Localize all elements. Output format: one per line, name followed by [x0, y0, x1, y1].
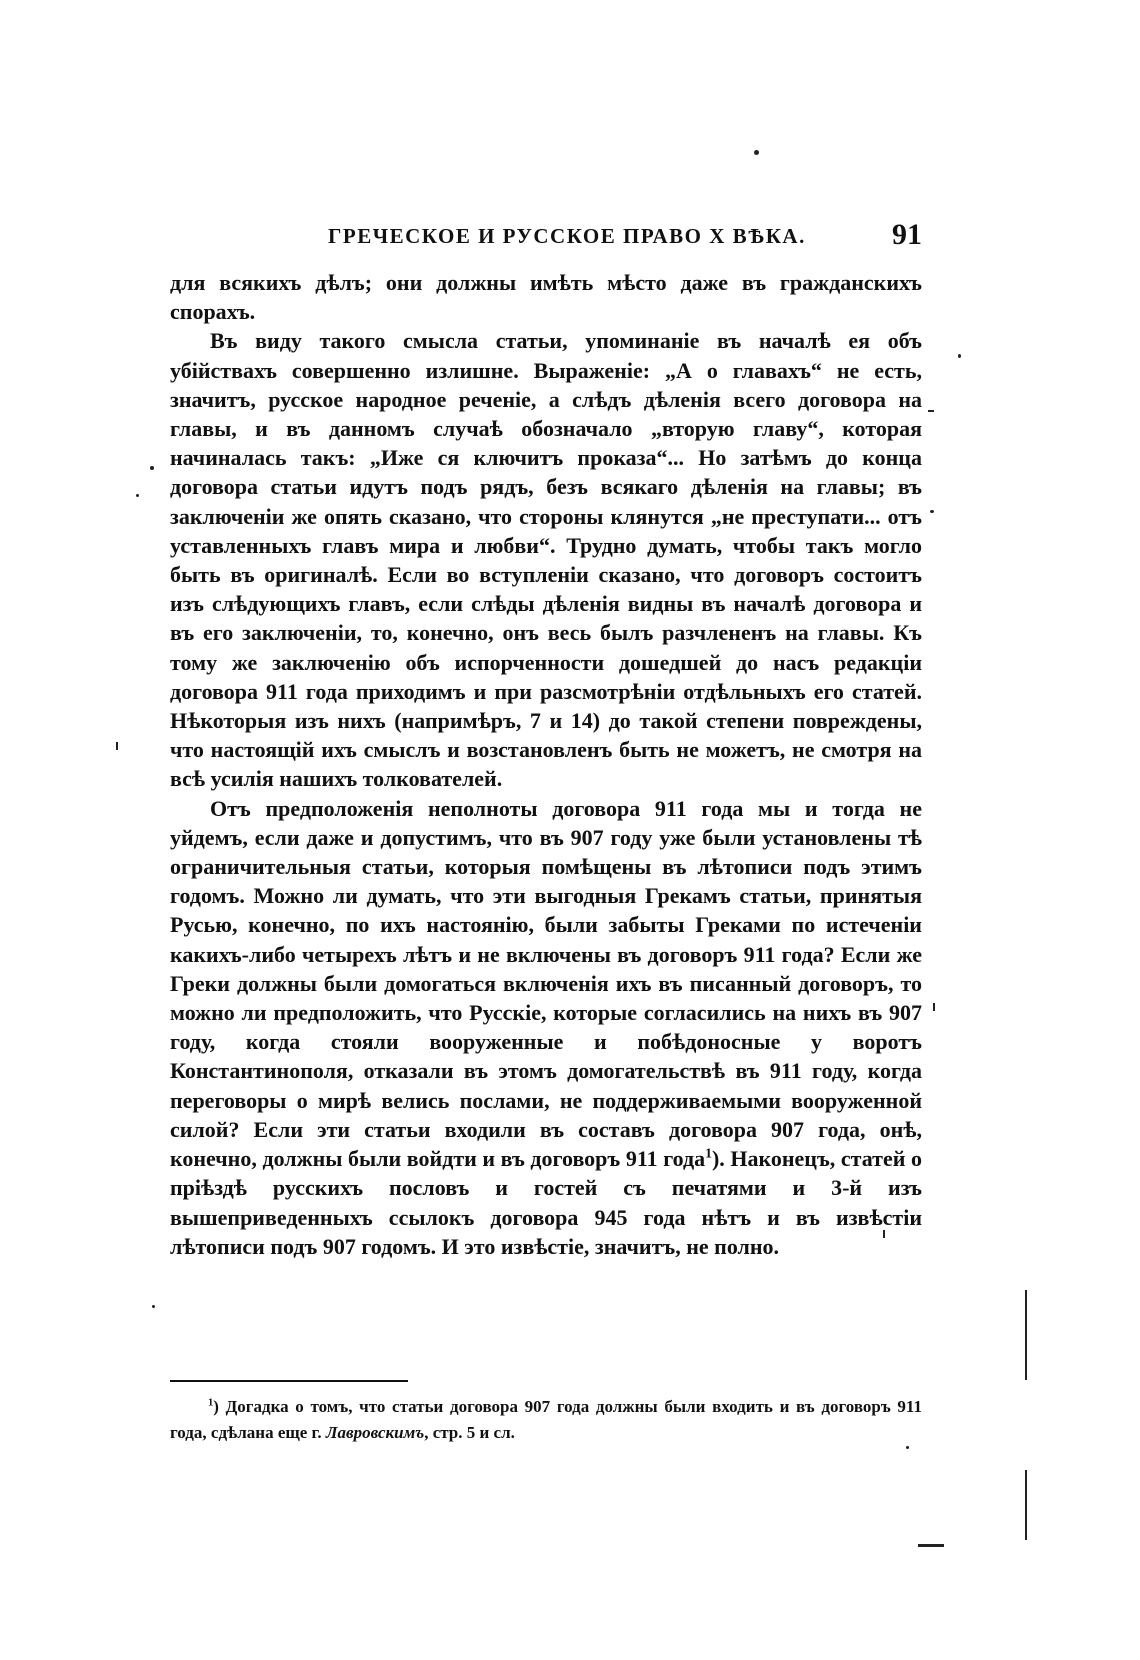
- scan-speck: [136, 494, 139, 497]
- footnote-reference: 1: [705, 1145, 712, 1161]
- scan-speck: [150, 466, 154, 470]
- footnote-text: ) Догадка о томъ, что статьи договора 907 года должны были входить и въ договоръ 911 года, сдѣлана еще г.: [170, 1397, 922, 1442]
- main-text: [170, 268, 922, 1261]
- footnote-marker: 1: [208, 1397, 214, 1409]
- paragraph-3-tail: ). Наконецъ, статей о пріѣздѣ русскихъ пословъ и гостей съ печатями и 3-й изъ вышеприведенныхъ ссылокъ договора 945 года нѣтъ и въ извѣстіи лѣтописи подъ 907 годомъ. И это извѣстіе, значитъ, не полно.: [170, 1146, 922, 1259]
- scan-speck: [116, 742, 118, 750]
- scan-speck: [918, 1544, 944, 1547]
- scan-speck: [928, 410, 934, 412]
- scan-speck: [1025, 1290, 1027, 1380]
- paragraph-2: Въ виду такого смысла статьи, упоминаніе въ началѣ ея объ убійствахъ совершенно излишне. Выраженіе: „А о главахъ“ не есть, значитъ, русское народное реченіе, а слѣдъ дѣленія всего договора на главы, и въ данномъ случаѣ обозначало „вторую главу“, которая начиналась такъ: „Иже ся ключитъ проказа“... Но затѣмъ до конца договора статьи идутъ подъ рядъ, безъ всякаго дѣленія на главы; въ заключеніи же опять сказано, что стороны клянутся „не преступати... отъ уставленныхъ главъ мира и любви“. Трудно думать, чтобы такъ могло быть въ оригиналѣ. Если во вступленіи сказано, что договоръ состоитъ изъ слѣдующихъ главъ, если слѣды дѣленія видны въ началѣ договора и въ его заключеніи, то, конечно, онъ весь былъ разчлененъ на главы. Къ тому же заключенію объ испорченности дошедшей до насъ редакціи договора 911 года приходимъ и при разсмотрѣніи отдѣльныхъ его статей. Нѣкоторыя изъ нихъ (напримѣръ, 7 и 14) до такой степени повреждены, что настоящій ихъ смыслъ и возстановленъ быть не можетъ, не смотря на всѣ усилія нашихъ толкователей.: [170, 328, 922, 792]
- scan-speck: [958, 354, 961, 358]
- scan-speck: [152, 1305, 155, 1308]
- scan-speck: [754, 150, 759, 155]
- running-title: ГРЕЧЕСКОЕ И РУССКОЕ ПРАВО X ВѢКА.: [328, 224, 806, 248]
- scan-speck: [906, 1446, 909, 1449]
- paragraph-3: [170, 794, 922, 1261]
- scan-speck: [883, 1230, 885, 1238]
- scan-speck: [930, 510, 934, 513]
- footnote-text-end: , стр. 5 и сл.: [424, 1423, 515, 1442]
- footnote-author: Лавровскимъ: [325, 1423, 425, 1442]
- scan-speck: [1025, 1470, 1027, 1540]
- page-header: [170, 218, 922, 258]
- paragraph-continuation: для всякихъ дѣлъ; они должны имѣть мѣсто даже въ гражданскихъ спорахъ.: [170, 270, 922, 325]
- paragraph-3-text: Отъ предположенія неполноты договора 911 года мы и тогда не уйдемъ, если даже и допустимъ, что въ 907 году уже были установлены тѣ ограничительныя статьи, которыя помѣщены въ лѣтописи подъ этимъ годомъ. Можно ли думать, что эти выгодныя Грекамъ статьи, принятыя Русью, конечно, по ихъ настоянію, были забыты Греками по истеченіи какихъ-либо четырехъ лѣтъ и не включены въ договоръ 911 года? Если же Греки должны были домогаться включенія ихъ въ писанный договоръ, то можно ли предположить, что Русскіе, которые согласились на нихъ въ 907 году, когда стояли вооруженные и побѣдоносные у воротъ Константинополя, отказали въ этомъ домогательствѣ въ 911 году, когда переговоры о мирѣ велись послами, не поддерживаемыми вооруженной силой? Если эти статьи входили въ составъ договора 907 года, онѣ, конечно, должны были войдти и въ договоръ 911 года: [170, 795, 922, 1172]
- footnote-divider: [170, 1380, 408, 1382]
- page-number: 91: [892, 218, 922, 251]
- footnote: [170, 1394, 922, 1446]
- scan-speck: [933, 1003, 935, 1011]
